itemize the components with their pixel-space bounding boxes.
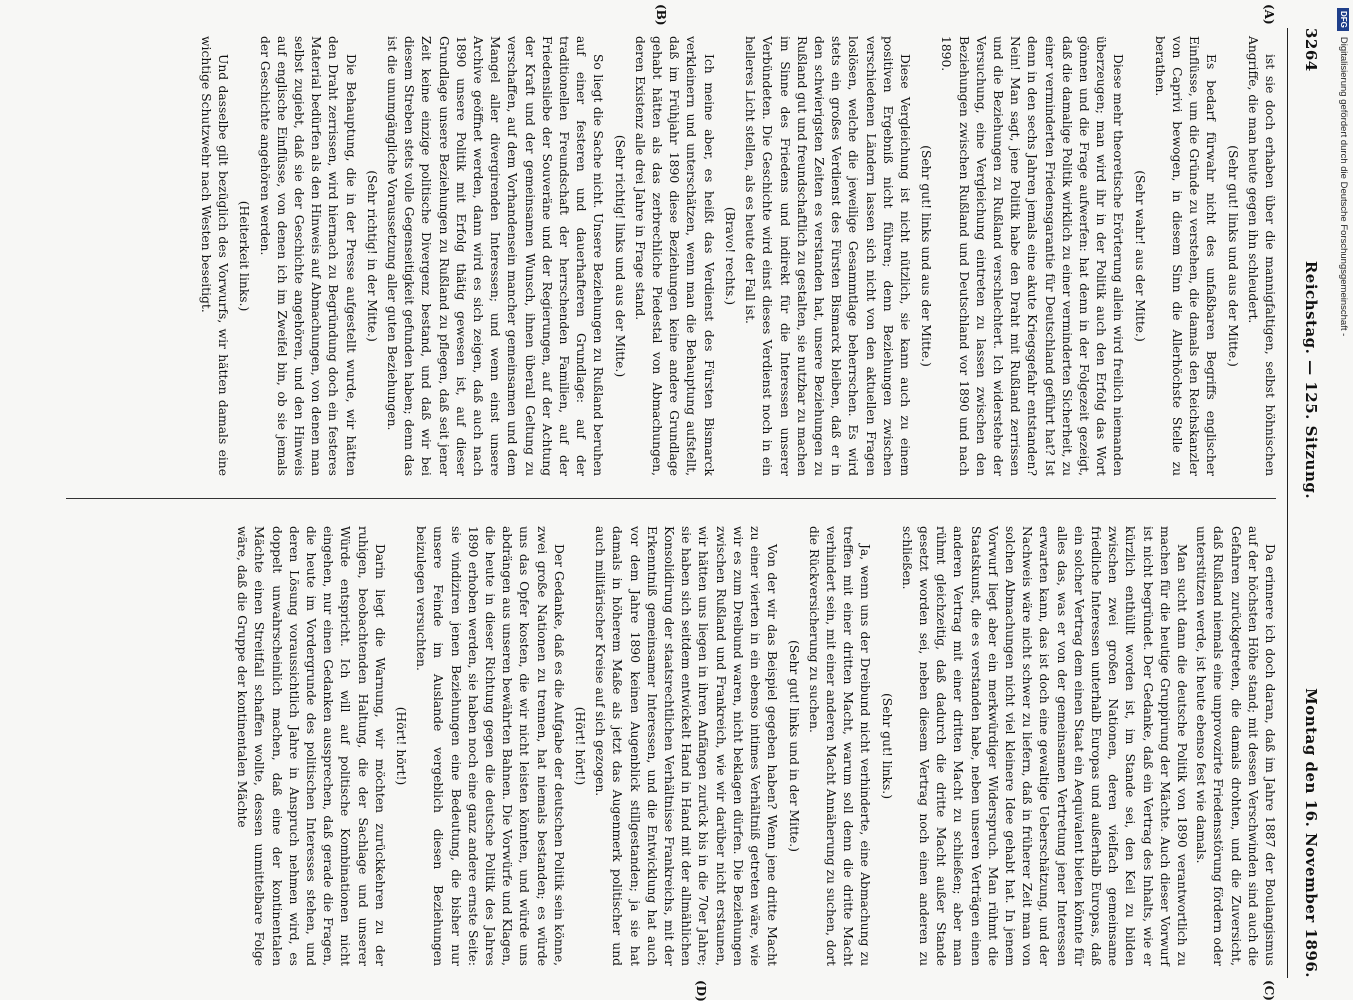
- paragraph: Es bedarf fürwahr nicht des unfaßbaren Begriffs englischer Einflüsse, um die Gründe zu verstehen, die damals den Reichskanzler von Caprivi bewogen, in diesem Sinn die Allerhöchste Stelle zu berathen.: [1152, 36, 1219, 476]
- session-date: Montag den 16. November 1896.: [1302, 688, 1320, 978]
- paragraph: Da erinnere ich doch daran, daß im Jahre 1887 der Boulangismus auf der höchsten Höhe stand; mit dessen Verschwinden sind auch die Gefahren zurückgetreten, die damals drohten, und die Zuversicht, daß Rußland niemals eine unprovozirte Friedensstörung fördern oder unterstützen werde, ist heute ebenso fest wie damals.: [1194, 526, 1277, 966]
- interjection: (Sehr richtig! links und aus der Mitte.): [612, 134, 627, 378]
- dfg-logo: DFG: [1337, 8, 1349, 31]
- digitization-notice: [1336, 8, 1350, 996]
- interjection: (Bravo! rechts.): [722, 206, 737, 306]
- interjection: (Heiterkeit links.): [237, 200, 252, 312]
- paragraph: ist sie doch erhaben über die mannigfaltigen, selbst höhnischen Angriffe, die man heute gegen ihn schleudert.: [1245, 36, 1277, 476]
- interjection: (Sehr richtig! in der Mitte.): [364, 170, 379, 342]
- digitization-text: Digitalisierung gefördert durch die Deutsche Forschungsgemeinschaft -: [1338, 36, 1349, 337]
- paragraph: Man sucht dann die deutsche Politik von 1890 verantwortlich zu machen für die heutige Gruppirung der Mächte. Auch dieser Vorwurf ist nicht begründet. Der Gedanke, daß ein Vertrag des Inhalts, wie er kürzlich enthüllt worden ist, im Stande sei, den Keil zu bilden zwischen zwei großen Nationen, deren vielfach gemeinsame friedliche Interessen unterhalb Europas und außerhalb Europas, daß ein solcher Vertrag dem einen Staat ein Aequivalent bieten könnte für alles das, was er von der gemeinsamen Vertretung jener Interessen erwarten kann, das ist doch eine gewaltige Ueberschätzung, und der Nachweis wäre nicht schwer zu liefern, daß in früherer Zeit man von solchen Abmachungen nicht viel kleinere Idee gehabt hat. In jenem Vorwurf liegt aber ein merkwürdiger Widerspruch. Man rühmt die Staatskunst, die es verstanden habe, neben unseren Verträgen einen anderen Vertrag mit einer dritten Macht zu schließen; aber man rühmt gleichzeitig, daß dadurch die dritte Macht außer Stande gesetzt worden sei, neben diesem Vertrag noch einen anderen zu schließen.: [899, 526, 1189, 966]
- interjection: (Sehr gut! links und in der Mitte.): [786, 640, 801, 852]
- paragraph: Und dasselbe gilt bezüglich des Vorwurfs, wir hätten damals eine wichtige Schutzwehr nach Westen beseitigt.: [199, 36, 231, 476]
- interjection: (Hört! hört!): [573, 706, 588, 786]
- paragraph: Ja, wenn uns der Dreibund nicht verhinderte, eine Abmachung zu treffen mit einer dritten Macht, warum soll denn die dritte Macht verhindert sein, mit einer anderen Macht Annäherung zu suchen, dort die Rückversicherung zu suchen.: [806, 526, 873, 966]
- margin-marker-a: (A): [1262, 4, 1276, 25]
- header-rule: [1287, 28, 1288, 978]
- left-column: [195, 36, 1278, 476]
- paragraph: Diese mehr theoretische Erörterung allein wird freilich niemanden überzeugen; man wird ihr in der Politik auch den Erfolg das Wort gönnen und die Frage aufwerfen: hat denn in der Folgezeit gezeigt, daß die damalige Politik wirklich zu einer verminderten Sicherheit, zu einer verminderten Friedensgarantie für Deutschland geführt hat? Ist denn in den sechs Jahren jemals eine akute Kriegsgefahr entstanden? Nein! Man sagt, jene Politik habe den Draht mit Rußland zerrissen und die Beziehungen zu Rußland verschlechtert. Ich widerstehe der Versuchung, eine Vergleichung eintreten zu lassen zwischen den Beziehungen zwischen Rußland und Deutschland vor 1890 und nach 1890.: [939, 36, 1126, 476]
- margin-marker-b: (B): [654, 4, 668, 26]
- paragraph: So liegt die Sache nicht. Unsere Beziehungen zu Rußland beruhen auf einer festeren und dauerhafteren Grundlage: auf der traditionellen Freundschaft der herrschenden Familien, auf der Friedensliebe der Souveräne und der Regierungen, auf der Achtung der Kraft und der gemeinsamen Wunsch, ihnen überall Geltung zu verschaffen, auf dem Vorhandensein mancher gemeinsamen und dem Mangel aller divergirenden Interessen; und wenn einst unsere Archive geöffnet werden, dann wird es sich zeigen, daß auch nach 1890 unsere Politik mit Erfolg thätig gewesen ist, auf dieser Grundlage unsere Beziehungen zu Rußland zu pflegen, daß seit jener Zeit keine einzige politische Divergenz bestand, und daß wir bei diesem Streben stets volle Gegenseitigkeit gefunden haben; denn das ist die unumgängliche Voraussetzung aller guten Beziehungen.: [385, 36, 606, 476]
- paragraph: Die Behauptung, die in der Presse aufgestellt wurde, wir hätten den Draht zerrissen, wird hiernach zu Begründung doch ein festeres Material bedürfen als den Hinweis auf Abmachungen, von denen man selbst zugiebt, daß sie der Geschichte angehören, und den Hinweis auf englische Einflüsse, von denen ich im Zweifel bin, ob sie jemals der Geschichte angehören werden.: [257, 36, 358, 476]
- paragraph: Der Gedanke, daß es die Aufgabe der deutschen Politik sein könne, zwei große Nationen zu trennen, hat niemals bestanden; es würde uns das Opfer kosten, die wir nicht leisten könnten, und würde uns abdrängen aus unseren bewährten Bahnen. Die Vorwürfe und Klagen, die heute in dieser Richtung gegen die deutsche Politik des Jahres 1890 erhoben werden, sie haben noch eine ganz andere ernste Seite: sie vindiziren jenen Beziehungen eine Bedeutung, die bisher nur unsere Feinde im Auslande vergeblich diesen Beziehungen beizulegen versuchten.: [414, 526, 566, 966]
- interjection: (Sehr wahr! aus der Mitte.): [1132, 170, 1147, 342]
- interjection: (Sehr gut! links und aus der Mitte.): [1225, 145, 1240, 367]
- column-divider: [66, 498, 1276, 499]
- interjection: (Sehr gut! links und aus der Mitte.): [919, 145, 934, 367]
- paragraph: Diese Vergleichung ist nicht nützlich, sie kann auch zu einem positiven Ergebniß nicht führen; denn Beziehungen zwischen verschiedenen Ländern lassen sich nicht von den aktuellen Fragen loslösen, welche die jeweilige Gesammtlage beherrschen. Es wird stets ein großes Verdienst des Fürsten Bismarck bleiben, daß er in den schwierigsten Zeiten es verstanden hat, unsere Beziehungen zu Rußland gut und freundschaftlich zu gestalten, sie nutzbar zu machen im Sinne des Friedens und indirekt für die Interessen unserer Verbündeten. Die Geschichte wird einst dieses Verdienst noch in ein helleres Licht stellen, als es heute der Fall ist.: [743, 36, 912, 476]
- section-title: Reichstag. — 125. Sitzung.: [1302, 260, 1320, 500]
- margin-marker-c: (C): [1262, 980, 1276, 1001]
- margin-marker-d: (D): [694, 980, 708, 1002]
- interjection: (Hört! hört!): [394, 706, 409, 786]
- page-number: 3264: [1302, 28, 1320, 72]
- interjection: (Sehr gut! links.): [879, 692, 894, 800]
- paragraph: Darin liegt die Warnung, wir möchten zurückkehren zu der ruhigen, beobachtenden Haltung, die der Sachlage und unserer Würde entspricht. Ich will auf politische Kombinationen nicht eingehen, nur einen Gedanken aussprechen, daß gerade die Fragen, die heute im Vordergrunde des politischen Interesses stehen, und deren Lösung voraussichtlich Jahre in Anspruch nehmen wird, es doppelt unwahrscheinlich machen, daß eine der kontinentalen Mächte einen Streitfall schaffen wollte, dessen unmittelbare Folge wäre, daß die Gruppe der kontinentalen Mächte: [235, 526, 387, 966]
- rotated-content: [58, 4, 1328, 1002]
- paragraph: Ich meine aber, es heißt das Verdienst des Fürsten Bismarck verkleinern und unterschätzen, wenn man die Behauptung aufstellt, daß im Frühjahr 1890 diese Beziehungen keine andere Grundlage gehabt hätten als das zerbrechliche Piedestal von Abmachungen, deren Existenz alle drei Jahre in Frage stand.: [632, 36, 716, 476]
- right-column: [231, 526, 1278, 966]
- page-header: [1294, 28, 1328, 978]
- paragraph: Von der wir das Beispiel gegeben haben? Wenn jene dritte Macht zu einer vierten in ein ebenso intimes Verhältniß getreten wäre, wie wir es zum Dreibund waren, nicht beklagen dürfen. Die Beziehungen zwischen Rußland und Frankreich, wie wir darüber nicht erstaunen, wir hätten uns liegen in ihren Anfängen zurück bis in die 70er Jahre; sie haben sich seitdem entwickelt Hand in Hand mit der allmählichen Konsolidirung der staatsrechtlichen Verhältnisse Frankreichs, mit der Erkenntniß gemeinsamer Interessen, und die Entwicklung hat auch vor dem Jahre 1890 keinen Augenblick stillgestanden; ja sie hat damals in höherem Maße als jetzt das Augenmerk politischer und auch militärischer Kreise auf sich gezogen.: [593, 526, 780, 966]
